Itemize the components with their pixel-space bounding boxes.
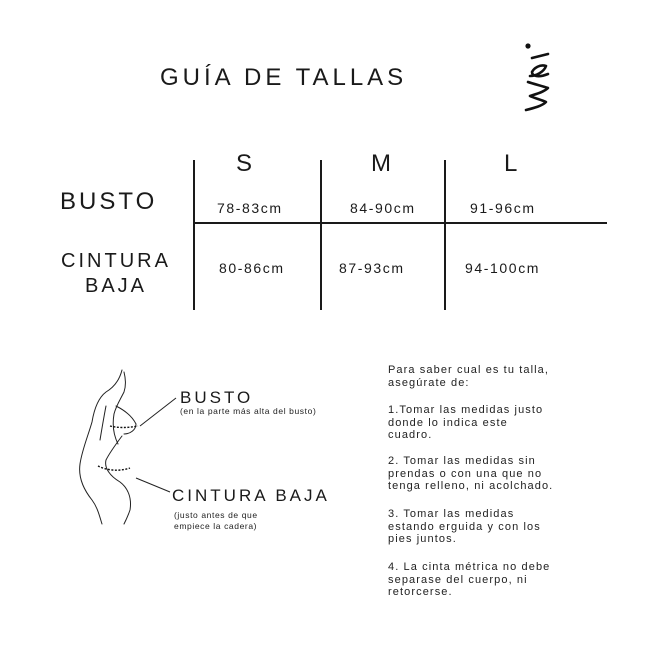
row-label-cintura-line1: CINTURA [61,250,171,272]
instructions-step3-line1: 3. Tomar las medidas [388,508,515,520]
instructions-step2-line2: prendas o con una que no [388,467,543,480]
instructions-step1-line2: donde lo indica este [388,416,508,429]
instructions-intro [388,364,618,389]
size-header-m: M [371,150,392,177]
instructions-step4-line2: separase del cuerpo, ni [388,573,528,586]
table-vertical-divider-3 [444,160,446,310]
table-horizontal-divider [193,222,607,224]
instructions-intro-line1: Para saber cual es tu talla, [388,364,550,376]
callout-cintura-sub-line2: empiece la cadera) [174,521,258,531]
instructions-step3-line3: pies juntos. [388,533,457,545]
table-vertical-divider-1 [193,160,195,310]
instructions-step-4 [388,561,618,599]
instructions-step4-line3: retorcerse. [388,586,453,598]
instructions-step1-line1: 1.Tomar las medidas justo [388,404,544,416]
instructions-step1-line3: cuadro. [388,429,433,441]
instructions-step-2 [388,455,618,493]
callout-cintura-title: CINTURA BAJA [172,486,330,505]
brand-logo [506,36,566,116]
instructions-step2-line1: 2. Tomar las medidas sin [388,455,536,467]
cell-busto-l: 91-96cm [470,200,536,216]
cell-busto-s: 78-83cm [217,200,283,216]
instructions-step-3 [388,508,618,546]
callout-cintura-sub [174,510,258,532]
row-label-cintura-baja [54,249,178,299]
callout-cintura-sub-line1: (justo antes de que [174,510,258,520]
instructions-step-1 [388,404,618,442]
cell-busto-m: 84-90cm [350,200,416,216]
callout-busto-title: BUSTO [180,388,254,407]
cell-cintura-s: 80-86cm [219,260,285,276]
callout-busto-sub: (en la parte más alta del busto) [180,406,317,416]
instructions-step2-line3: tenga relleno, ni acolchado. [388,480,554,492]
instructions-intro-line2: asegúrate de: [388,376,470,389]
table-vertical-divider-2 [320,160,322,310]
instructions-step3-line2: estando erguida y con los [388,520,541,533]
row-label-cintura-line2: BAJA [84,275,148,297]
instructions-step4-line1: 4. La cinta métrica no debe [388,561,551,573]
size-header-l: L [504,150,519,177]
row-label-busto: BUSTO [60,188,158,215]
cell-cintura-l: 94-100cm [465,260,541,276]
cell-cintura-m: 87-93cm [339,260,405,276]
size-header-s: S [236,150,254,177]
page-title: GUÍA DE TALLAS [160,64,408,91]
